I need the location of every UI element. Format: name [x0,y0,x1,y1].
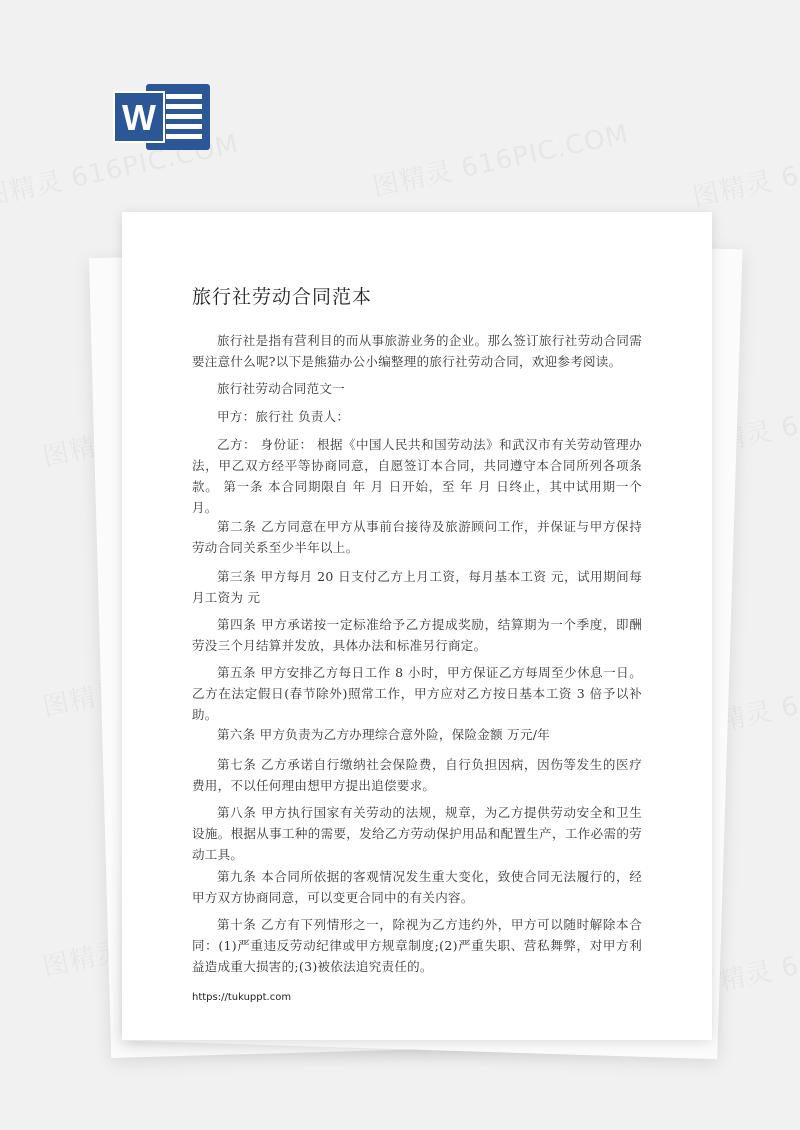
watermark [689,123,800,213]
paragraph: 第五条 甲方安排乙方每日工作 8 小时，甲方保证乙方每周至少休息一日。乙方在法定假日(春节除外)照常工作，甲方应对乙方按日基本工资 3 倍予以补助。 [192,665,642,722]
paragraph: 第四条 甲方承诺按一定标准给予乙方提成奖励，结算期为一个季度，即酬劳没三个月结算并发放，具体办法和标准另行商定。 [192,617,642,653]
word-logo-letter: W [122,97,156,138]
source-link[interactable]: https://tukuppt.com [192,992,292,1003]
paragraph: 第六条 甲方负责为乙方办理综合意外险，保险金额 万元/年 [217,727,551,742]
paragraph: 第二条 乙方同意在甲方从事前台接待及旅游顾问工作，并保证与甲方保持劳动合同关系至少半年以上。 [192,519,642,555]
paragraph: 第八条 甲方执行国家有关劳动的法规，规章，为乙方提供劳动安全和卫生设施。根据从事工种的需要，发给乙方劳动保护用品和配置生产，工作必需的劳动工具。 [192,805,642,862]
document-title: 旅行社劳动合同范本 [192,286,373,308]
paragraph: 旅行社劳动合同范文一 [217,381,346,396]
paragraph: 第七条 乙方承诺自行缴纳社会保险费，自行负担因病，因伤等发生的医疗费用，不以任何理由想甲方提出追偿要求。 [192,757,642,793]
paragraph: 旅行社是指有营利目的而从事旅游业务的企业。那么签订旅行社劳动合同需要注意什么呢?以下是熊猫办公小编整理的旅行社劳动合同，欢迎参考阅读。 [192,333,642,369]
word-icon [112,78,212,156]
watermark [369,113,632,203]
paragraph: 第十条 乙方有下列情形之一，除视为乙方违约外，甲方可以随时解除本合同：(1)严重违反劳动纪律或甲方规章制度;(2)严重失职、营私舞弊，对甲方利益造成重大损害的;(3)被依法追究责任的。 [192,917,642,974]
paragraph: 第三条 甲方每月 20 日支付乙方上月工资，每月基本工资 元，试用期间每月工资为 元 [192,569,642,605]
paragraph: 第九条 本合同所依据的客观情况发生重大变化，致使合同无法履行的，经甲方双方协商同意，可以变更合同中的有关内容。 [192,869,642,905]
paragraph: 甲方：旅行社 负责人： [217,409,350,424]
paragraph: 乙方： 身份证： 根据《中国人民共和国劳动法》和武汉市有关劳动管理办法，甲乙双方经平等协商同意，自愿签订本合同，共同遵守本合同所列各项条款。 第一条 本合同期限自 年 月 日开始，至 年 月 日终止，其中试用期一个月。 [192,437,642,515]
